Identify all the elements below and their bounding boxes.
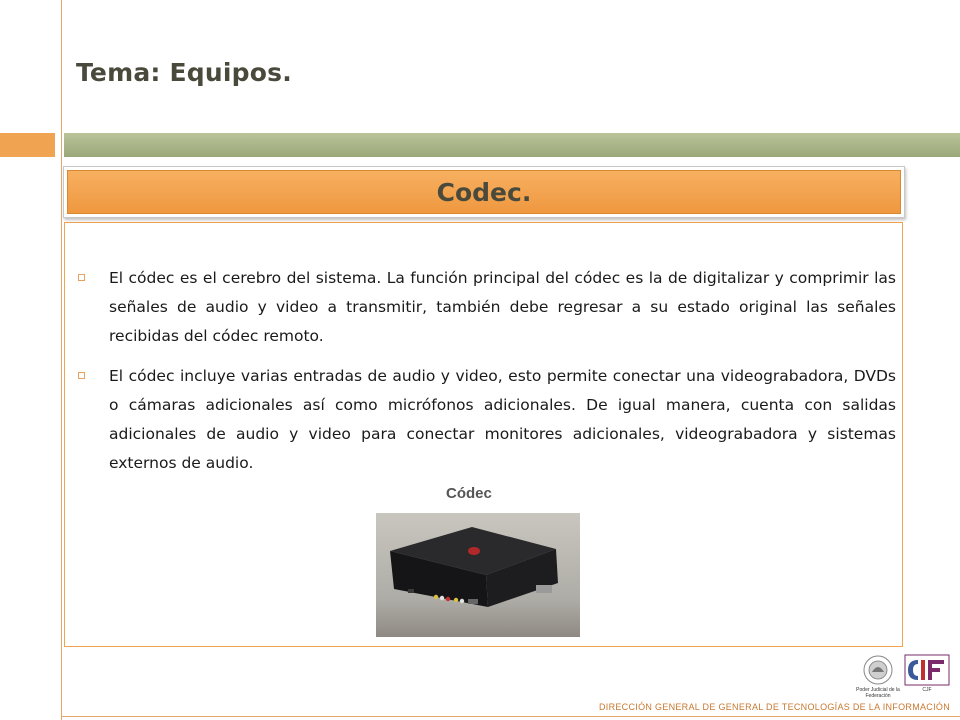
square-bullet-icon [78,372,85,379]
bullet-text: El códec es el cerebro del sistema. La función principal del códec es la de digitalizar y comprimir las señales de audio y video a transmitir, también debe regresar a su estado original las señales recibidas del códec remoto. [109,269,896,345]
section-header-text: Codec. [436,177,532,207]
left-accent-line [61,0,62,720]
bullet-item [76,362,896,478]
cjf-logo [904,654,950,698]
slide-title: Tema: Equipos. [76,58,292,87]
codec-device-image [376,513,580,637]
section-header-bar [67,170,901,214]
square-bullet-icon [78,274,85,281]
logo-left-caption: Poder Judicial de la Federación [856,687,900,699]
bullet-text: El códec incluye varias entradas de audio y video, esto permite conectar una videograbadora, DVDs o cámaras adicionales así como micrófonos adicionales. De igual manera, cuenta con salidas adicionales de audio y video para conectar monitores adicionales, videograbadora y sistemas externos de audio. [109,367,896,472]
codec-figure [368,479,580,639]
bullet-item [76,264,896,351]
seal-icon [856,654,900,688]
footer-rule [62,716,960,717]
footer-text: DIRECCIÓN GENERAL DE GENERAL DE TECNOLOGÍAS DE LA INFORMACIÓN [598,702,950,712]
poder-judicial-logo [856,654,900,698]
figure-caption: Códec [446,485,492,502]
accent-band-green [64,133,960,157]
codec-device-drawing [376,513,580,637]
section-header [63,166,905,218]
logo-right-caption: CJF [922,687,932,693]
accent-band-orange [0,133,55,157]
bullet-list [76,264,896,489]
cjf-logo-icon [904,654,950,686]
